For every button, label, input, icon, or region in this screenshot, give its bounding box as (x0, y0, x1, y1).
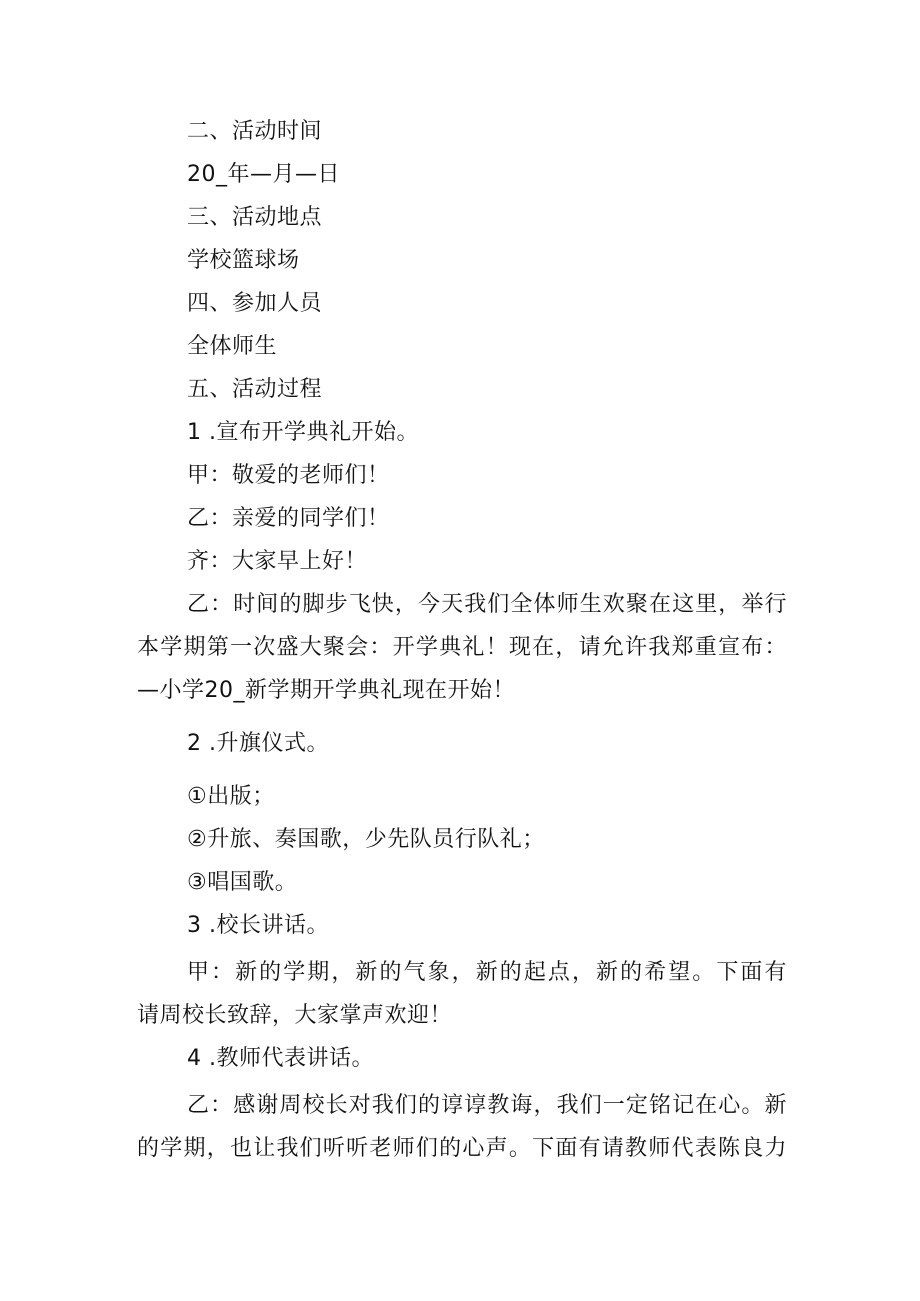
paragraph-line: 乙：时间的脚步飞快，今天我们全体师生欢聚在这里，举行 (187, 592, 787, 617)
section-heading-process: 五、活动过程 (187, 377, 323, 402)
section-heading-time: 二、活动时间 (187, 119, 323, 144)
paragraph-line: 本学期第一次盛大聚会：开学典礼！现在，请允许我郑重宣布： (137, 635, 787, 660)
dialogue-line: 乙：亲爱的同学们！ (187, 506, 390, 531)
paragraph-line: 甲：新的学期，新的气象，新的起点，新的希望。下面有 (187, 960, 787, 985)
dialogue-line: 齐：大家早上好！ (187, 549, 368, 574)
activity-date: 20_年—月—日 (187, 162, 340, 187)
document-body (137, 110, 787, 1170)
list-item: ①出版； (187, 784, 275, 809)
paragraph-line: —小学20_新学期开学典礼现在开始！ (137, 678, 515, 703)
paragraph-line: 乙：感谢周校长对我们的谆谆教诲，我们一定铭记在心。新 (187, 1093, 787, 1118)
paragraph-line: 请周校长致辞，大家掌声欢迎！ (137, 1003, 453, 1028)
step-4-heading: 4 .教师代表讲话。 (187, 1046, 374, 1071)
step-1-heading: 1 .宣布开学典礼开始。 (187, 420, 419, 445)
dialogue-line: 甲：敬爱的老师们！ (187, 463, 390, 488)
list-item: ②升旅、奏国歌，少先队员行队礼； (187, 827, 545, 852)
activity-participants: 全体师生 (187, 334, 278, 359)
section-heading-location: 三、活动地点 (187, 205, 323, 230)
step-3-heading: 3 .校长讲话。 (187, 913, 329, 938)
paragraph-line: 的学期，也让我们听听老师们的心声。下面有请教师代表陈良力 (137, 1136, 787, 1161)
step-2-heading: 2 .升旗仪式。 (187, 731, 329, 756)
section-heading-participants: 四、参加人员 (187, 291, 323, 316)
activity-location: 学校篮球场 (187, 248, 300, 273)
list-item: ③唱国歌。 (187, 870, 298, 895)
